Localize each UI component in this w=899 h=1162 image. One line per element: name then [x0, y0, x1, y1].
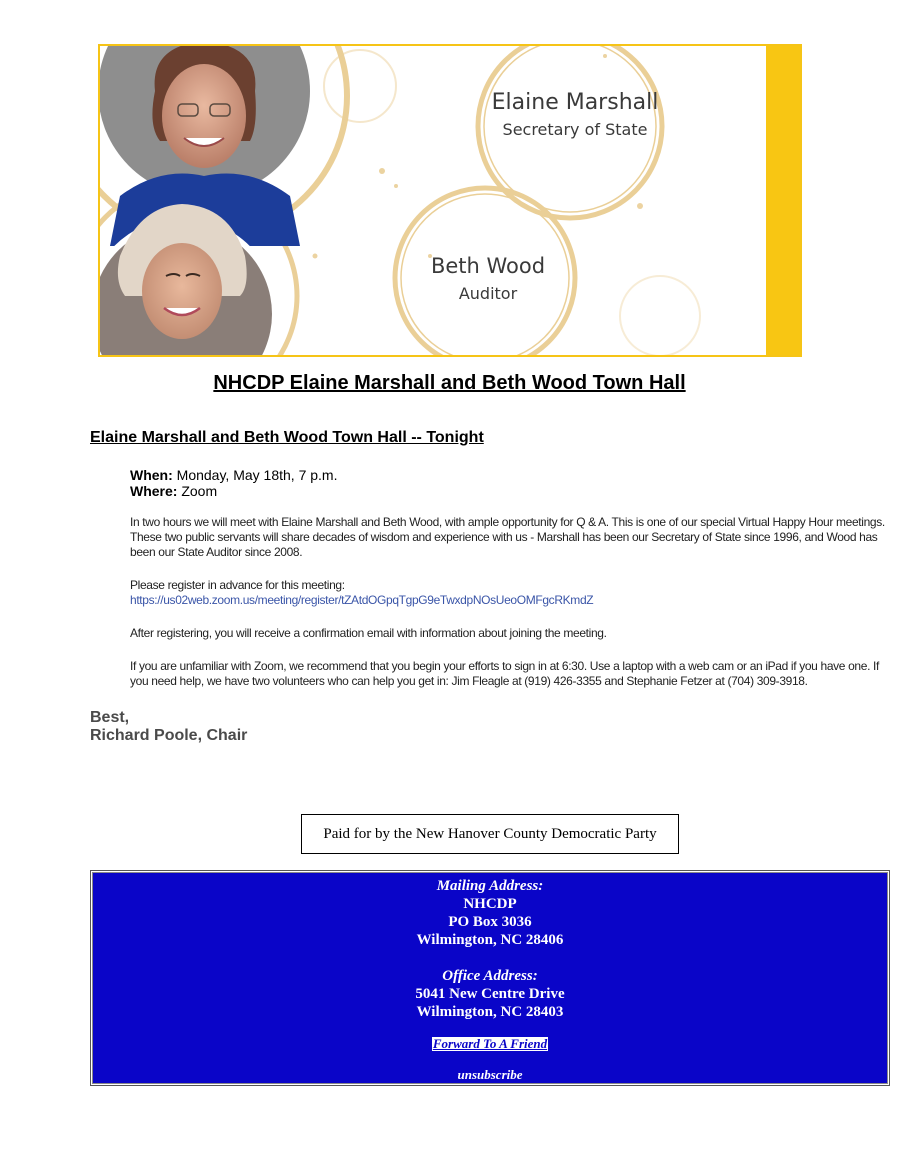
footer — [90, 870, 890, 1086]
register-paragraph — [130, 578, 892, 608]
mailing-line-2: PO Box 3036 — [448, 914, 532, 930]
signoff-signature: Richard Poole, Chair — [90, 727, 248, 744]
confirmation-paragraph: After registering, you will receive a confirmation email with information about joining the meeting. — [130, 626, 607, 640]
forward-to-friend-link[interactable]: Forward To A Friend — [432, 1036, 548, 1051]
register-text: Please register in advance for this meeting: — [130, 578, 345, 592]
mailing-address-label: Mailing Address: — [436, 878, 544, 894]
where-value: Zoom — [177, 483, 218, 499]
when-label: When: — [130, 467, 173, 483]
banner-name-wood: Beth Wood — [430, 254, 546, 278]
office-address-label: Office Address: — [442, 968, 538, 984]
banner-title-marshall: Secretary of State — [502, 120, 648, 139]
event-where — [130, 483, 892, 499]
banner-title-wood: Auditor — [458, 284, 518, 303]
section-heading: Elaine Marshall and Beth Wood Town Hall -- Tonight — [90, 429, 484, 446]
when-value: Monday, May 18th, 7 p.m. — [172, 467, 338, 483]
banner-artwork — [100, 46, 800, 355]
email-body — [130, 467, 892, 689]
mailing-line-3: Wilmington, NC 28406 — [416, 932, 564, 948]
yellow-strip — [766, 46, 800, 355]
signoff — [90, 709, 247, 745]
zoom-register-link[interactable]: https://us02web.zoom.us/meeting/register/tZAtdOGpqTgpG9eTwxdpNOsUeoOMFgcRKmdZ — [130, 593, 594, 607]
banner-name-marshall: Elaine Marshall — [491, 90, 659, 115]
unsubscribe-link[interactable]: unsubscribe — [457, 1067, 523, 1082]
event-when — [130, 467, 892, 483]
office-line-1: 5041 New Centre Drive — [415, 986, 565, 1002]
where-label: Where: — [130, 483, 178, 499]
mailing-line-1: NHCDP — [463, 896, 517, 912]
zoom-help-paragraph: If you are unfamiliar with Zoom, we recommend that you begin your efforts to sign in at 6:30. Use a laptop with a web cam or an iPad if you have one. If you need help, we have two volunteers who can help you get in: Jim Fleagle at (919) 426-3355 and Stephanie Fetzer at (704) 309-3918. — [130, 659, 880, 688]
footer-address-block — [92, 872, 888, 1084]
paid-for-disclaimer: Paid for by the New Hanover County Democratic Party — [301, 814, 679, 854]
intro-paragraph: In two hours we will meet with Elaine Marshall and Beth Wood, with ample opportunity for Q & A. This is one of our special Virtual Happy Hour meetings. These two public servants will share decades of wisdom and experience with us - Marshall has been our Secretary of State since 1996, and Wood has been our State Auditor since 2008. — [130, 515, 885, 559]
page-title: NHCDP Elaine Marshall and Beth Wood Town Hall — [213, 372, 686, 394]
office-line-2: Wilmington, NC 28403 — [416, 1004, 564, 1020]
signoff-greeting: Best, — [90, 709, 130, 726]
town-hall-banner — [98, 44, 802, 357]
